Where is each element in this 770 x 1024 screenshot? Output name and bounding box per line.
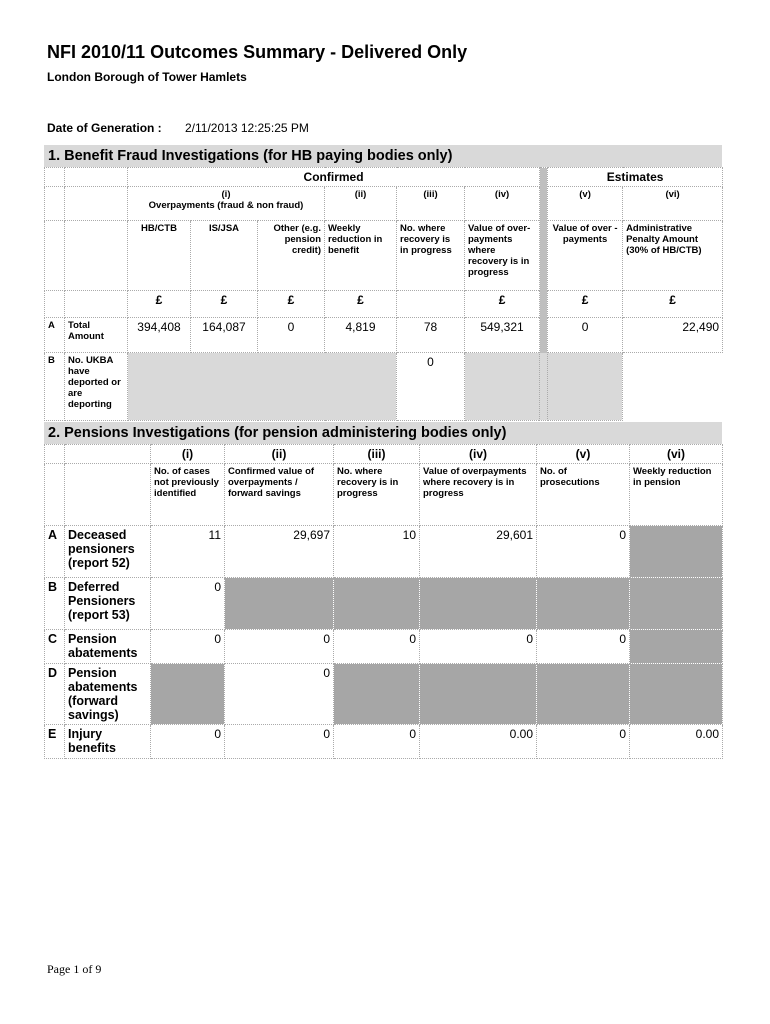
section2-heading: 2. Pensions Investigations (for pension administering bodies only) — [44, 422, 722, 444]
prosecutions-value: 0 — [537, 725, 630, 759]
col-iii-number: (iii) — [397, 187, 465, 221]
recovery-count-header: No. where recovery is in progress — [397, 221, 465, 291]
estimates-header: Estimates — [548, 168, 723, 187]
col-v-number: (v) — [537, 445, 630, 464]
estimated-overpayments-header: Value of over - payments — [548, 221, 623, 291]
recovery-value-value: 0.00 — [420, 725, 537, 759]
organisation-name: London Borough of Tower Hamlets — [47, 70, 247, 84]
row-letter: C — [45, 630, 65, 664]
col-i-header — [128, 187, 325, 221]
col-i-number: (i) — [221, 189, 231, 200]
recovery-count-value: 10 — [334, 526, 420, 578]
prosecutions-value: 0 — [537, 630, 630, 664]
other-value: 0 — [258, 318, 325, 353]
page-title: NFI 2010/11 Outcomes Summary - Delivered Only — [47, 42, 468, 62]
col-vi-number: (vi) — [623, 187, 723, 221]
confirmed-value-header: Confirmed value of overpayments / forward savings — [225, 464, 334, 526]
hbctb-value: 394,408 — [128, 318, 191, 353]
confirmed-header: Confirmed — [128, 168, 540, 187]
currency-symbol: £ — [128, 291, 191, 318]
col-vi-number: (vi) — [630, 445, 723, 464]
col-i-description: Overpayments (fraud & non fraud) — [148, 200, 304, 211]
generation-date-label: Date of Generation : — [47, 121, 162, 135]
weekly-reduction-value: 0.00 — [630, 725, 723, 759]
confirmed-value: 0 — [225, 630, 334, 664]
new-cases-value: 0 — [151, 630, 225, 664]
table-row — [45, 318, 723, 353]
generation-date-value: 2/11/2013 12:25:25 PM — [185, 121, 309, 135]
recovery-value-header: Value of over-payments where recovery is in progress — [465, 221, 540, 291]
row-letter: A — [45, 318, 65, 353]
currency-symbol: £ — [191, 291, 258, 318]
currency-symbol: £ — [325, 291, 397, 318]
weekly-reduction-header: Weekly reduction in benefit — [325, 221, 397, 291]
recovery-value-value: 0 — [420, 630, 537, 664]
row-label: Deferred Pensioners (report 53) — [65, 578, 151, 630]
row-label: Injury benefits — [65, 725, 151, 759]
currency-symbol: £ — [623, 291, 723, 318]
row-letter: E — [45, 725, 65, 759]
row-label: Pension abatements — [65, 630, 151, 664]
new-cases-value: 11 — [151, 526, 225, 578]
new-cases-value: 0 — [151, 725, 225, 759]
confirmed-value: 0 — [225, 664, 334, 725]
other-header: Other (e.g. pension credit) — [258, 221, 325, 291]
confirmed-value: 0 — [225, 725, 334, 759]
isjsa-header: IS/JSA — [191, 221, 258, 291]
recovery-value-value: 29,601 — [420, 526, 537, 578]
isjsa-value: 164,087 — [191, 318, 258, 353]
currency-symbol: £ — [258, 291, 325, 318]
col-ii-number: (ii) — [225, 445, 334, 464]
recovery-count-value: 0 — [334, 630, 420, 664]
weekly-reduction-header: Weekly reduction in pension — [630, 464, 723, 526]
col-ii-number: (ii) — [325, 187, 397, 221]
recovery-count-value: 0 — [334, 725, 420, 759]
new-cases-header: No. of cases not previously identified — [151, 464, 225, 526]
new-cases-value: 0 — [151, 578, 225, 630]
row-label: Total Amount — [65, 318, 128, 353]
prosecutions-value: 0 — [537, 526, 630, 578]
row-letter: A — [45, 526, 65, 578]
confirmed-value: 29,697 — [225, 526, 334, 578]
col-i-number: (i) — [151, 445, 225, 464]
admin-penalty-header: Administrative Penalty Amount (30% of HB/CTB) — [623, 221, 723, 291]
row-label: Pension abatements (forward savings) — [65, 664, 151, 725]
table-row — [45, 725, 723, 759]
section1-heading: 1. Benefit Fraud Investigations (for HB paying bodies only) — [44, 145, 722, 167]
recovery-value-value: 549,321 — [465, 318, 540, 353]
row-letter: B — [45, 578, 65, 630]
currency-symbol: £ — [548, 291, 623, 318]
col-iii-number: (iii) — [334, 445, 420, 464]
hbctb-header: HB/CTB — [128, 221, 191, 291]
table-row — [45, 664, 723, 725]
currency-symbol: £ — [465, 291, 540, 318]
col-v-number: (v) — [548, 187, 623, 221]
recovery-count-header: No. where recovery is in progress — [334, 464, 420, 526]
row-label: No. UKBA have deported or are deporting — [65, 353, 128, 421]
prosecutions-header: No. of prosecutions — [537, 464, 630, 526]
ukba-deported-value: 0 — [397, 353, 465, 421]
pensions-table — [44, 444, 723, 759]
col-iv-number: (iv) — [420, 445, 537, 464]
recovery-count-value: 78 — [397, 318, 465, 353]
weekly-reduction-value: 4,819 — [325, 318, 397, 353]
row-letter: B — [45, 353, 65, 421]
col-iv-number: (iv) — [465, 187, 540, 221]
admin-penalty-value: 22,490 — [623, 318, 723, 353]
estimated-overpayments-value: 0 — [548, 318, 623, 353]
row-letter: D — [45, 664, 65, 725]
table-row — [45, 630, 723, 664]
page-number: Page 1 of 9 — [47, 962, 102, 976]
table-row — [45, 353, 723, 421]
table-row — [45, 578, 723, 630]
recovery-value-header: Value of overpayments where recovery is in progress — [420, 464, 537, 526]
benefit-fraud-table — [44, 167, 723, 421]
row-label: Deceased pensioners (report 52) — [65, 526, 151, 578]
table-row — [45, 526, 723, 578]
